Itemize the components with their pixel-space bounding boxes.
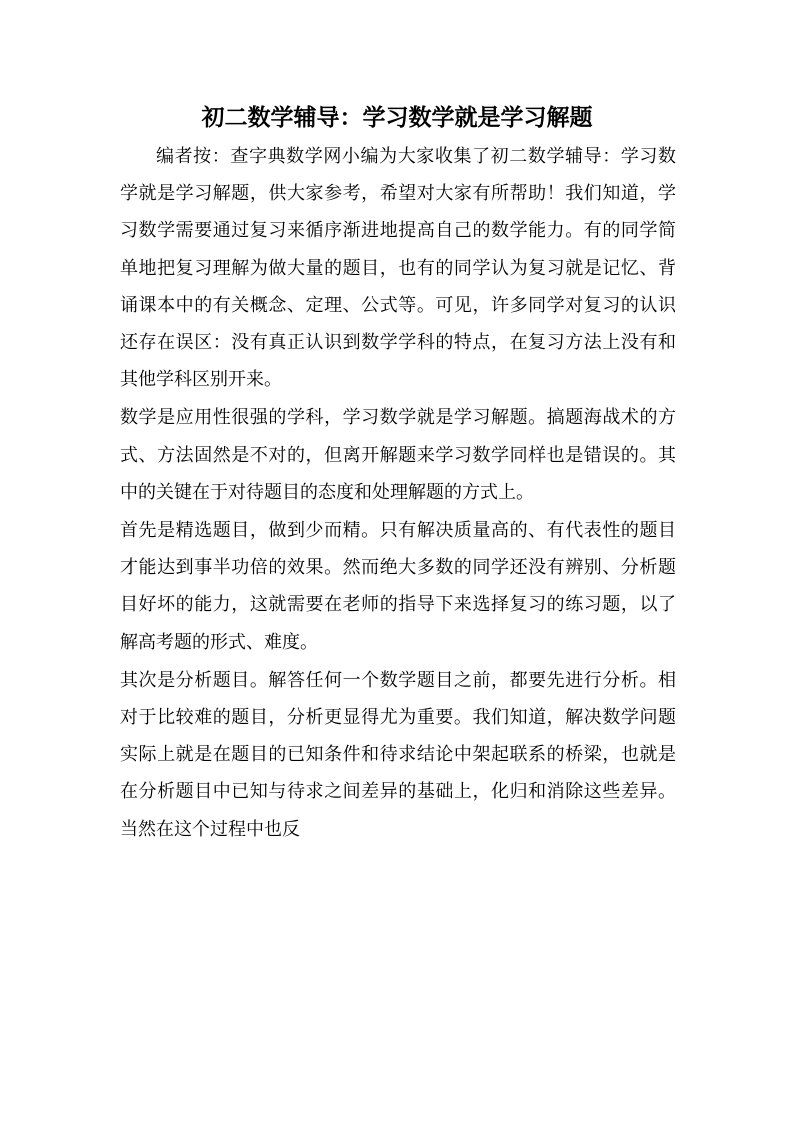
paragraph-math-application: 数学是应用性很强的学科，学习数学就是学习解题。搞题海战术的方式、方法固然是不对的，但离开解题来学习数学同样也是错误的。其中的关键在于对待题目的态度和处理解题的方式上。 — [120, 407, 676, 503]
document-title: 初二数学辅导：学习数学就是学习解题 — [201, 104, 593, 131]
document-body — [120, 138, 676, 848]
paragraph-select-problems: 首先是精选题目，做到少而精。只有解决质量高的、有代表性的题目才能达到事半功倍的效果。然而绝大多数的同学还没有辨别、分析题目好坏的能力，这就需要在老师的指导下来选择复习的练习题，以了解高考题的形式、难度。 — [120, 520, 676, 653]
paragraph-editor-note: 编者按：查字典数学网小编为大家收集了初二数学辅导：学习数学就是学习解题，供大家参考，希望对大家有所帮助！我们知道，学习数学需要通过复习来循序渐进地提高自己的数学能力。有的同学简单地把复习理解为做大量的题目，也有的同学认为复习就是记忆、背诵课本中的有关概念、定理、公式等。可见，许多同学对复习的认识还存在误区：没有真正认识到数学学科的特点，在复习方法上没有和其他学科区别开来。 — [120, 146, 676, 391]
paragraph-analyze-problems: 其次是分析题目。解答任何一个数学题目之前，都要先进行分析。相对于比较难的题目，分析更显得尤为重要。我们知道，解决数学问题实际上就是在题目的已知条件和待求结论中架起联系的桥梁，也就是在分析题目中已知与待求之间差异的基础上，化归和消除这些差异。当然在这个过程中也反 — [120, 669, 676, 840]
